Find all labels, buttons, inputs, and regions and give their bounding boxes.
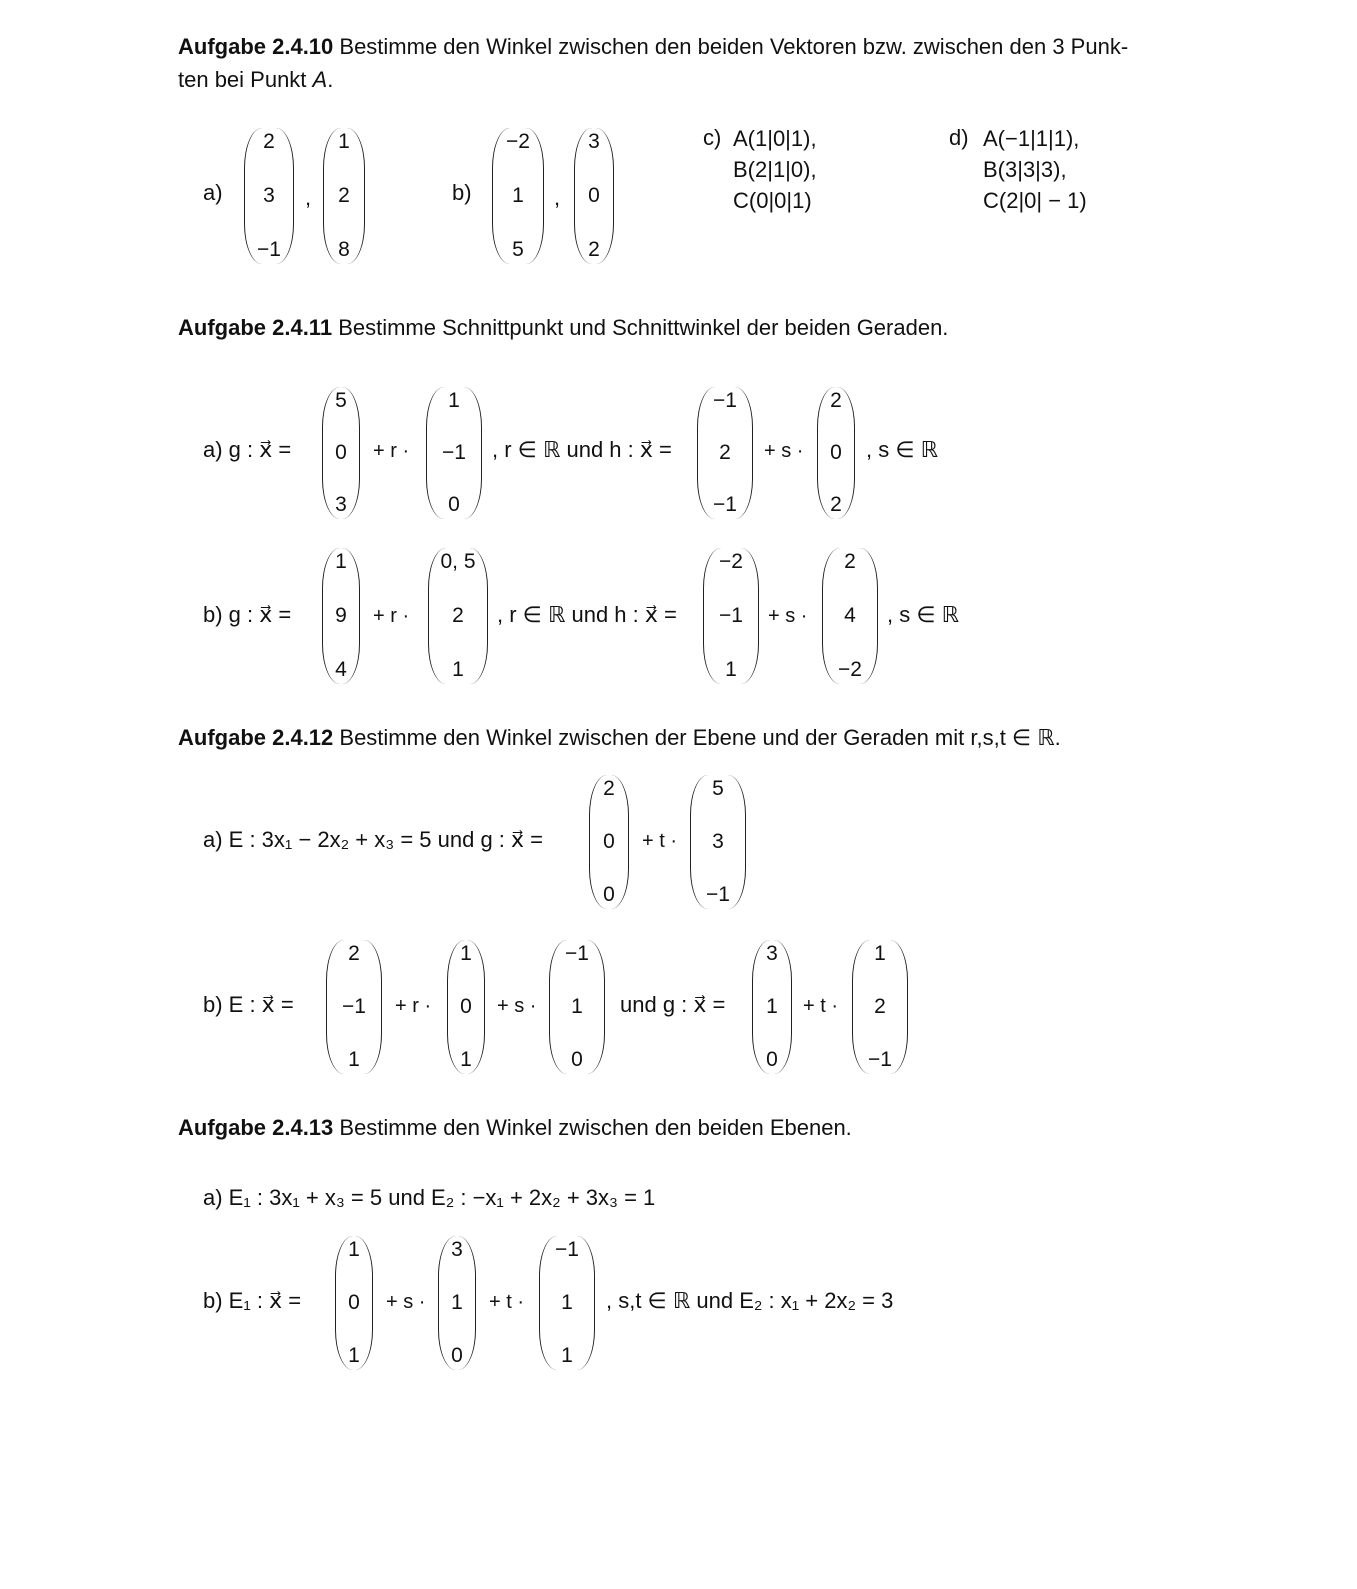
- plane-a-g-support: 2 0 0: [589, 775, 629, 909]
- item-label-c: c): [703, 125, 722, 150]
- plane-b-mid: und g : x⃗ =: [620, 992, 726, 1017]
- vector-b1: −2 1 5: [492, 128, 544, 264]
- task-text-cont: ten bei Punkt: [178, 67, 313, 92]
- planes-b-prefix: b) E₁ : x⃗ =: [203, 1288, 302, 1313]
- line-b-g-direction: 0, 5 2 1: [428, 548, 488, 684]
- task-2-4-13-heading: [178, 1111, 852, 1144]
- line-b-h-direction: 2 4 −2: [822, 548, 878, 684]
- plus-r: + r ·: [395, 995, 432, 1017]
- line-a-prefix: a) g : x⃗ =: [203, 437, 292, 462]
- task-text: Bestimme den Winkel zwischen der Ebene und der Geraden mit r,s,t ∈ ℝ.: [333, 725, 1061, 750]
- vector-b2: 3 0 2: [574, 128, 614, 264]
- plus-s: + s ·: [764, 440, 804, 462]
- task-label: Aufgabe 2.4.10: [178, 34, 334, 59]
- plane-b-prefix: b) E : x⃗ =: [203, 992, 294, 1017]
- plus-s: + s ·: [386, 1291, 426, 1313]
- line-b-end: , s ∈ ℝ: [887, 602, 960, 627]
- plane-b-direction-v: −1 1 0: [549, 940, 605, 1074]
- line-b-prefix: b) g : x⃗ =: [203, 602, 292, 627]
- point-a-ref: A: [312, 67, 328, 92]
- task-text: Bestimme den Winkel zwischen den beiden Ebenen.: [333, 1115, 852, 1140]
- task-label: Aufgabe 2.4.13: [178, 1115, 334, 1140]
- plane-b-support: 2 −1 1: [326, 940, 382, 1074]
- task-2-4-11-heading: [178, 311, 948, 344]
- points-c: A(1|0|1), B(2|1|0), C(0|0|1): [733, 126, 817, 213]
- item-label-b: b): [452, 180, 472, 205]
- period: .: [327, 67, 334, 92]
- plane-b-direction-u: 1 0 1: [447, 940, 485, 1074]
- planes-b-end: , s,t ∈ ℝ und E₂ : x₁ + 2x₂ = 3: [606, 1288, 894, 1313]
- line-a-mid: , r ∈ ℝ und h : x⃗ =: [492, 437, 672, 462]
- line-a-g-support: 5 0 3: [322, 387, 360, 519]
- plane-a-prefix: a) E : 3x₁ − 2x₂ + x₃ = 5 und g : x⃗ =: [203, 827, 544, 852]
- line-a-h-direction: 2 0 2: [817, 387, 855, 519]
- plus-t: + t ·: [803, 995, 839, 1017]
- task-text: Bestimme den Winkel zwischen den beiden Vektoren bzw. zwischen den 3 Punk-: [333, 34, 1129, 59]
- comma: ,: [554, 185, 561, 210]
- planes-a: a) E₁ : 3x₁ + x₃ = 5 und E₂ : −x₁ + 2x₂ + 3x₃ = 1: [203, 1185, 656, 1210]
- vector-a2: 1 2 8: [323, 128, 365, 264]
- task-2-4-10-heading: [178, 30, 1128, 96]
- line-a-end: , s ∈ ℝ: [866, 437, 939, 462]
- plane-a-g-direction: 5 3 −1: [690, 775, 746, 909]
- plus-r: + r ·: [373, 440, 410, 462]
- comma: ,: [305, 185, 312, 210]
- item-label-a: a): [203, 180, 223, 205]
- task-label: Aufgabe 2.4.12: [178, 725, 334, 750]
- task-text: Bestimme Schnittpunkt und Schnittwinkel der beiden Geraden.: [332, 315, 949, 340]
- plus-r: + r ·: [373, 605, 410, 627]
- planes-b-direction-u: 3 1 0: [438, 1236, 476, 1370]
- plane-b-g-direction: 1 2 −1: [852, 940, 908, 1074]
- line-b-h-support: −2 −1 1: [703, 548, 759, 684]
- line-b-mid: , r ∈ ℝ und h : x⃗ =: [497, 602, 677, 627]
- item-label-d: d): [949, 125, 969, 150]
- plus-s: + s ·: [768, 605, 808, 627]
- plane-b-g-support: 3 1 0: [752, 940, 792, 1074]
- line-a-h-support: −1 2 −1: [697, 387, 753, 519]
- points-d: A(−1|1|1), B(3|3|3), C(2|0| − 1): [983, 126, 1087, 213]
- line-a-g-direction: 1 −1 0: [426, 387, 482, 519]
- plus-t: + t ·: [489, 1291, 525, 1313]
- task-2-4-12-heading: [178, 721, 1061, 754]
- plus-s: + s ·: [497, 995, 537, 1017]
- line-b-g-support: 1 9 4: [322, 548, 360, 684]
- planes-b-direction-v: −1 1 1: [539, 1236, 595, 1370]
- planes-b-support: 1 0 1: [335, 1236, 373, 1370]
- vector-a1: 2 3 −1: [244, 128, 294, 264]
- task-label: Aufgabe 2.4.11: [178, 315, 333, 340]
- plus-t: + t ·: [642, 830, 678, 852]
